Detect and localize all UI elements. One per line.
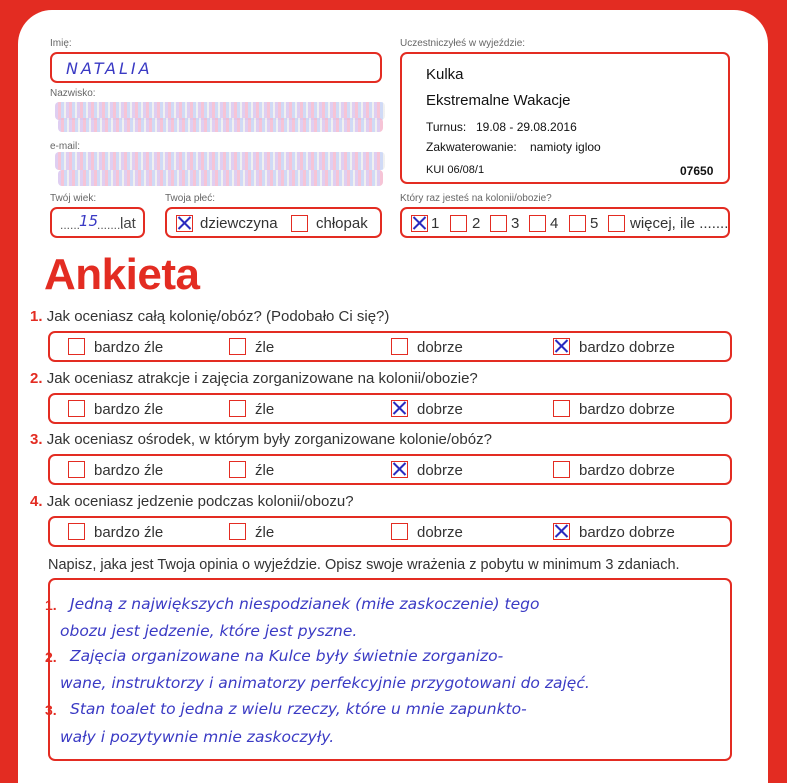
question-text: Jak oceniasz jedzenie podczas kolonii/obozu?	[46, 493, 354, 510]
times-option-5: 5	[590, 215, 599, 232]
opinion-line: Jedną z największych niespodzianek (miłe zaskoczenie) tego	[70, 595, 540, 613]
question-2-checkbox-4[interactable]	[553, 400, 570, 417]
question-text: Jak oceniasz atrakcje i zajęcia zorganizowane na kolonii/obozie?	[46, 370, 478, 387]
question-1-checkbox-1[interactable]	[68, 338, 85, 355]
question-number: 4.	[30, 493, 43, 510]
question-text: Jak oceniasz całą kolonię/obóz? (Podobało Ci się?)	[46, 308, 390, 325]
gender-group	[165, 207, 382, 238]
accommodation-value: namioty igloo	[530, 140, 601, 154]
camp-number: 07650	[680, 164, 714, 178]
opinion-line: Stan toalet to jedna z wielu rzeczy, które u mnie zapunkto-	[70, 700, 527, 718]
question-3-option-label: bardzo źle	[94, 462, 164, 479]
times-option-1: 1	[431, 215, 440, 232]
question-1-checkbox-4[interactable]	[553, 338, 570, 355]
opinion-prompt: Napisz, jaka jest Twoja opinia o wyjeździe. Opisz swoje wrażenia z pobytu w minimum 3 zdaniach.	[48, 557, 680, 573]
question-2-option-label: dobrze	[417, 401, 463, 418]
opinion-number-1: 1.	[45, 597, 57, 613]
question-3-option-label: bardzo dobrze	[579, 462, 675, 479]
question-1-option-label: bardzo źle	[94, 339, 164, 356]
times-checkbox-1[interactable]	[411, 215, 428, 232]
question-1-checkbox-3[interactable]	[391, 338, 408, 355]
question-2-checkbox-2[interactable]	[229, 400, 246, 417]
email-redacted	[55, 152, 385, 170]
participant-label: Uczestniczyłeś w wyjeździe:	[400, 38, 526, 49]
question-3-checkbox-3[interactable]	[391, 461, 408, 478]
times-option-3: 3	[511, 215, 520, 232]
question-1-option-label: źle	[255, 339, 275, 356]
question-3-checkbox-4[interactable]	[553, 461, 570, 478]
question-number: 2.	[30, 370, 43, 387]
times-option-more: więcej, ile .......	[630, 215, 729, 232]
question-2-checkbox-1[interactable]	[68, 400, 85, 417]
question-3-option-label: dobrze	[417, 462, 463, 479]
opinion-number-2: 2.	[45, 649, 57, 665]
name-field[interactable]	[50, 52, 382, 83]
times-group	[400, 207, 730, 238]
gender-label: Twoja płeć:	[165, 193, 216, 204]
turnus-value: 19.08 - 29.08.2016	[476, 120, 577, 134]
question-4-checkbox-2[interactable]	[229, 523, 246, 540]
surname-label: Nazwisko:	[50, 88, 96, 99]
question-4-checkbox-3[interactable]	[391, 523, 408, 540]
question-4-option-label: dobrze	[417, 524, 463, 541]
question-number: 1.	[30, 308, 43, 325]
question-1-option-label: bardzo dobrze	[579, 339, 675, 356]
age-dots-before: ......	[60, 218, 81, 232]
times-label: Który raz jesteś na kolonii/obozie?	[400, 193, 552, 204]
question-4-checkbox-1[interactable]	[68, 523, 85, 540]
question-4-option-label: źle	[255, 524, 275, 541]
email-redacted-2	[58, 170, 383, 186]
times-checkbox-3[interactable]	[490, 215, 507, 232]
question-number: 3.	[30, 431, 43, 448]
question-2-option-label: bardzo źle	[94, 401, 164, 418]
age-dots-after: ........	[97, 218, 124, 232]
question-3-checkbox-1[interactable]	[68, 461, 85, 478]
opinion-line: wały i pozytywnie mnie zaskoczyły.	[60, 728, 335, 746]
times-option-4: 4	[550, 215, 559, 232]
times-checkbox-more[interactable]	[608, 215, 625, 232]
question-3-option-label: źle	[255, 462, 275, 479]
times-checkbox-2[interactable]	[450, 215, 467, 232]
camp-program: Ekstremalne Wakacje	[426, 92, 571, 109]
opinion-number-3: 3.	[45, 702, 57, 718]
turnus-label: Turnus:	[426, 120, 467, 134]
opinion-line: wane, instruktorzy i animatorzy perfekcyjnie przygotowani do zajęć.	[60, 674, 590, 692]
gender-checkbox-male[interactable]	[291, 215, 308, 232]
opinion-line: Zajęcia organizowane na Kulce były świetnie zorganizo-	[70, 647, 504, 665]
age-field[interactable]	[50, 207, 145, 238]
email-label: e-mail:	[50, 141, 81, 152]
camp-code: KUI 06/08/1	[426, 164, 485, 176]
name-value: NATALIA	[66, 59, 153, 78]
question-2-option-label: źle	[255, 401, 275, 418]
question-1	[30, 308, 389, 325]
question-4-option-label: bardzo źle	[94, 524, 164, 541]
gender-option-male: chłopak	[316, 215, 368, 232]
camp-info-box	[400, 52, 730, 184]
question-2-checkbox-3[interactable]	[391, 400, 408, 417]
question-1-checkbox-2[interactable]	[229, 338, 246, 355]
surname-redacted-2	[58, 118, 383, 132]
age-label: Twój wiek:	[50, 193, 97, 204]
question-2	[30, 370, 478, 387]
age-value: 15	[79, 212, 99, 230]
gender-checkbox-female[interactable]	[176, 215, 193, 232]
gender-option-female: dziewczyna	[200, 215, 278, 232]
question-4-checkbox-4[interactable]	[553, 523, 570, 540]
times-option-2: 2	[472, 215, 481, 232]
age-unit: lat	[120, 215, 136, 232]
camp-name: Kulka	[426, 66, 464, 83]
times-checkbox-4[interactable]	[529, 215, 546, 232]
question-4-option-label: bardzo dobrze	[579, 524, 675, 541]
question-2-option-label: bardzo dobrze	[579, 401, 675, 418]
question-1-option-label: dobrze	[417, 339, 463, 356]
question-4	[30, 493, 354, 510]
question-3	[30, 431, 492, 448]
times-checkbox-5[interactable]	[569, 215, 586, 232]
question-3-checkbox-2[interactable]	[229, 461, 246, 478]
opinion-line: obozu jest jedzenie, które jest pyszne.	[60, 622, 358, 640]
name-label: Imię:	[50, 38, 72, 49]
survey-title: Ankieta	[44, 250, 200, 299]
accommodation-label: Zakwaterowanie:	[426, 140, 517, 154]
question-text: Jak oceniasz ośrodek, w którym były zorganizowane kolonie/obóz?	[46, 431, 492, 448]
